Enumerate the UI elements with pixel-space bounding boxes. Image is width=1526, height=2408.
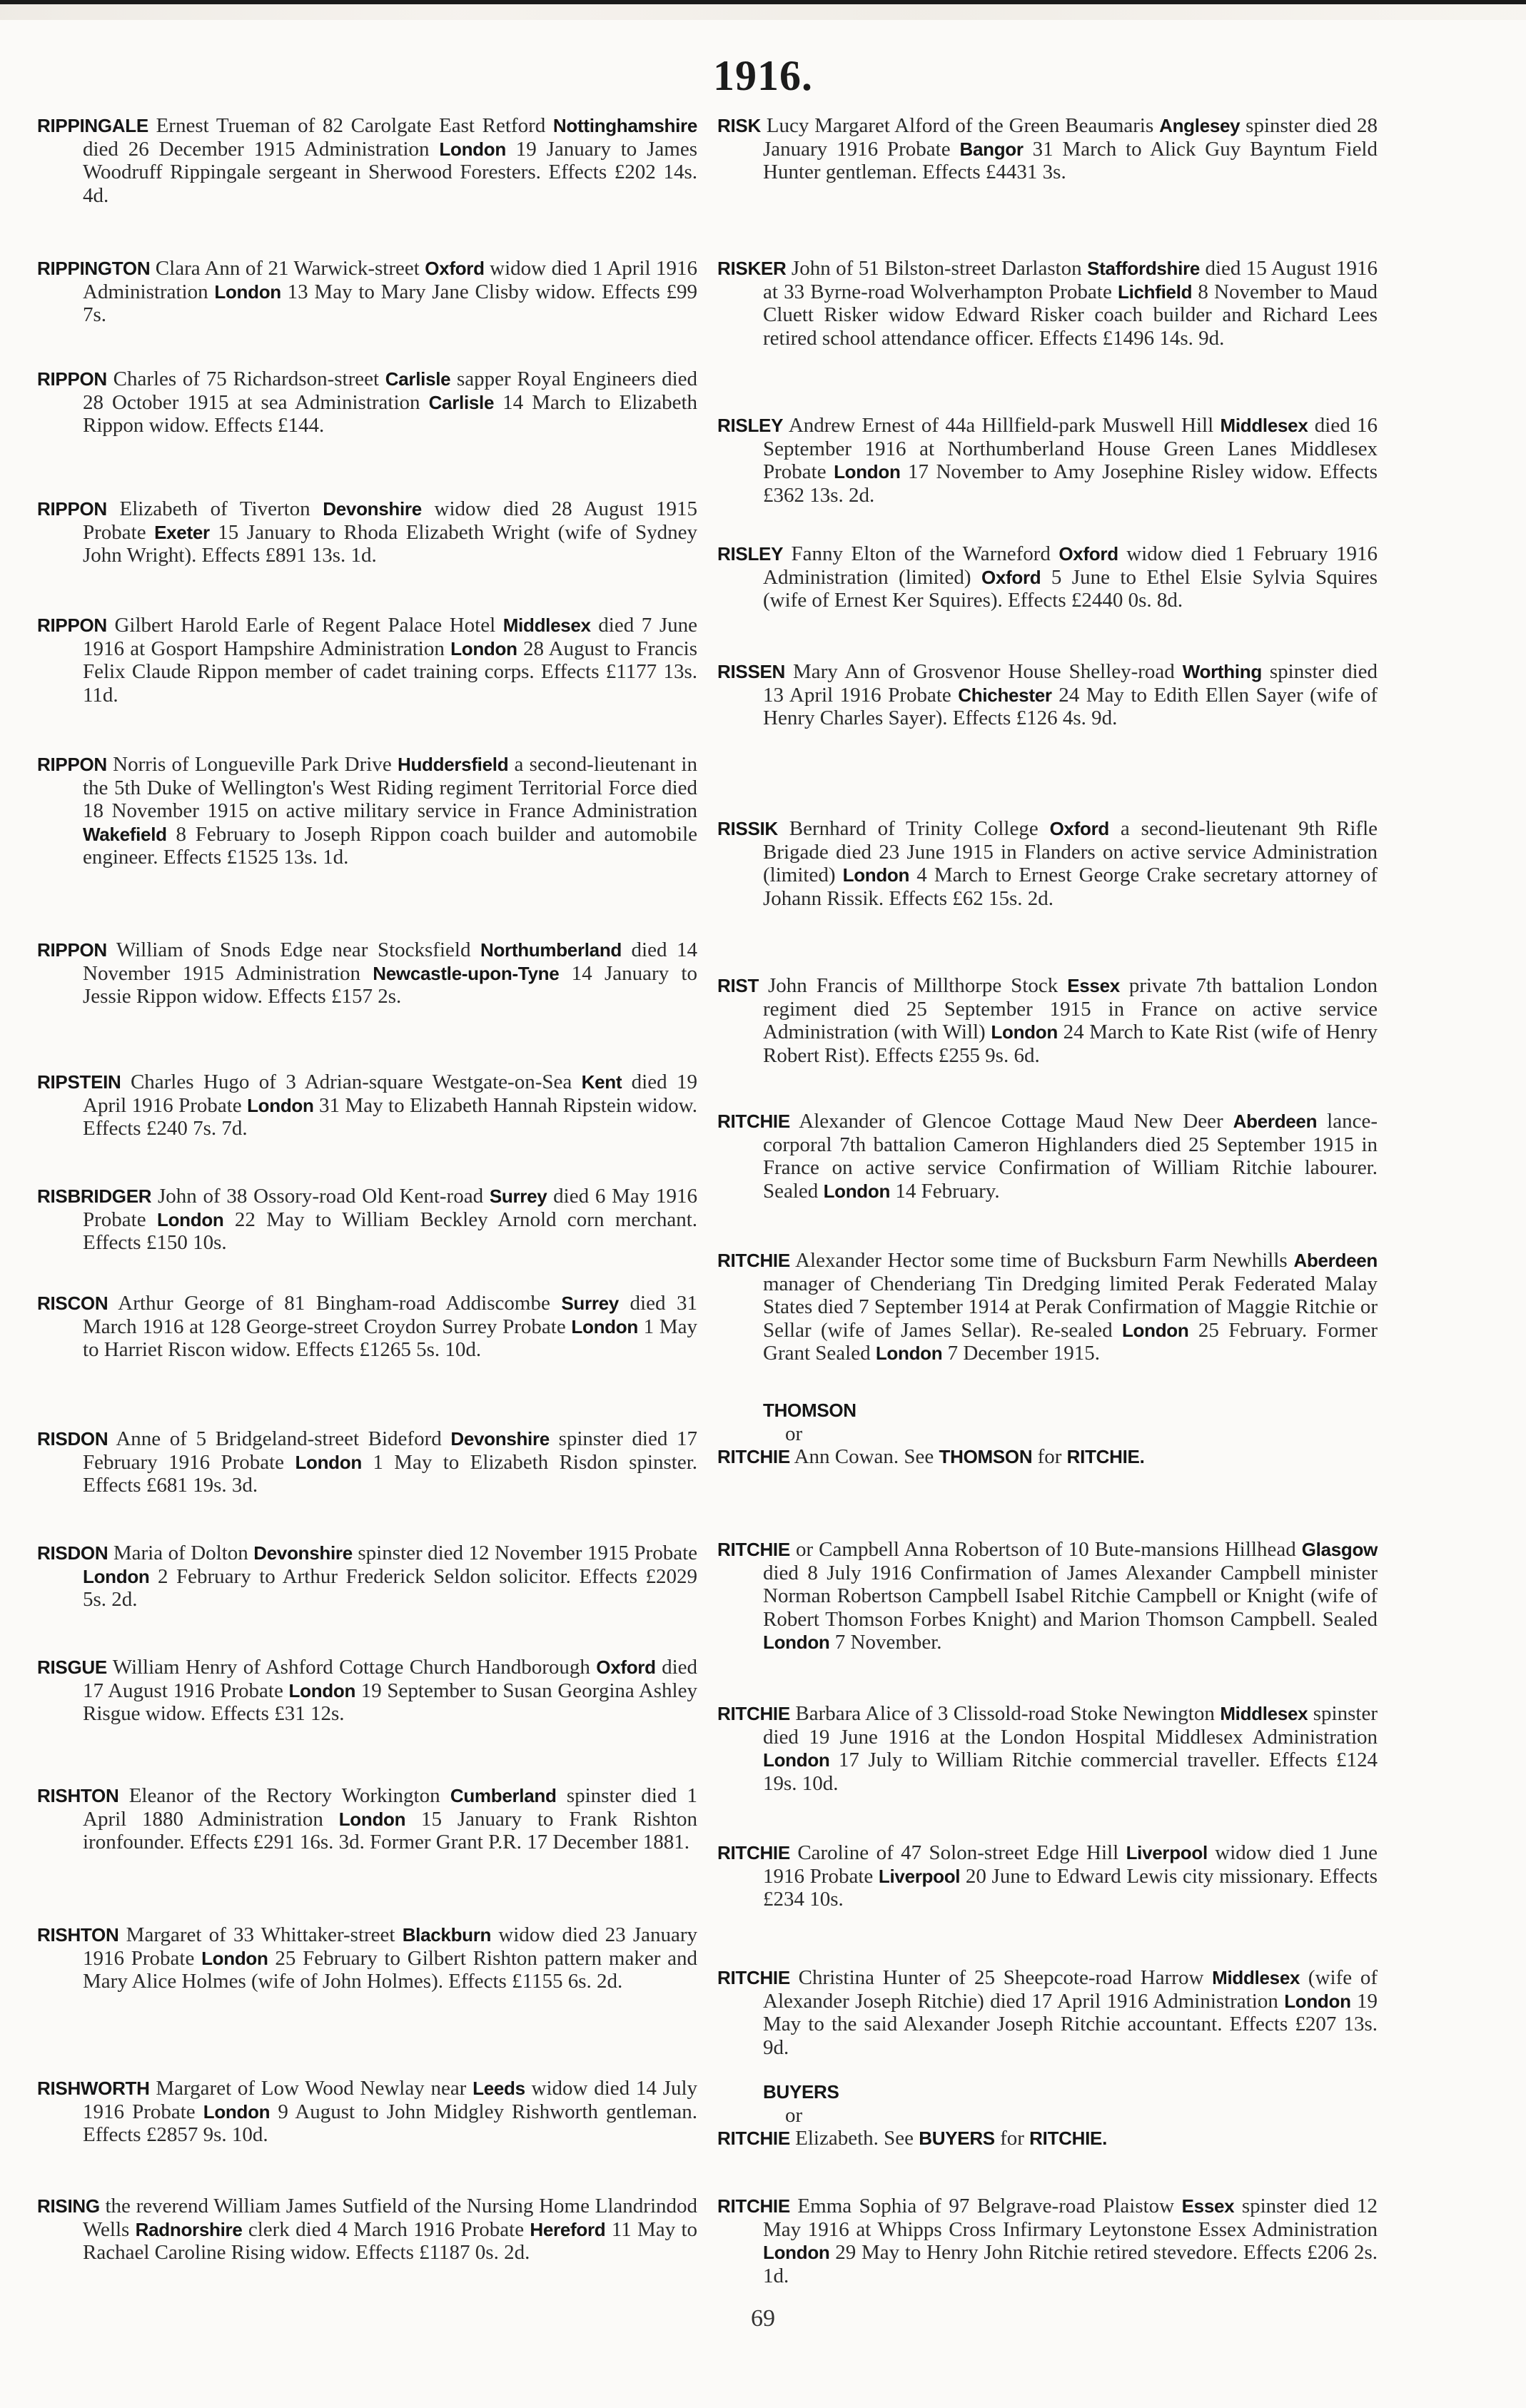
entry-surname: RIPPINGTON [37,258,151,279]
place-name: Surrey [489,1185,547,1207]
place-name: Devonshire [450,1428,550,1450]
probate-entry [717,1841,1378,1911]
entry-text: died 19 April 1916 Probate [83,1071,698,1117]
entry-surname: RISGUE [37,1656,107,1678]
entry-text: spinster died 17 February 1916 Probate [83,1427,697,1474]
entry-text: clerk died 4 March 1916 Probate [242,2217,530,2241]
entry-text: widow died 1 June 1916 Probate [763,1841,1378,1888]
entry-text: private 7th battalion London regiment died 25 September 1915 in France on active service Administration (with Will) [763,974,1378,1043]
probate-entry [717,660,1378,730]
entry-text: Mary Ann of Grosvenor House Shelley-road [792,660,1183,683]
entry-text: Bernhard of Trinity College [789,817,1050,840]
probate-entry [37,257,697,327]
entry-text: 8 February to Joseph Rippon coach builder and automobile engineer. Effects £1525 13s. 1d. [83,822,697,869]
entry-surname: RIPPON [37,614,107,636]
entry-text: the reverend William James Sutfield of the Nursing Home Llandrindod Wells [83,2195,698,2241]
place-name: London [991,1021,1058,1043]
place-name: Lichfield [1118,280,1193,303]
entry-surname: RITCHIE [717,1842,790,1863]
place-name: Hereford [530,2218,606,2240]
place-name: London [571,1315,638,1337]
place-name: London [875,1342,943,1364]
entry-text: Anne of 5 Bridgeland-street Bideford [116,1427,451,1450]
entry-text: died 7 June 1916 at Gosport Hampshire Administration [83,614,698,660]
entry-surname: RITCHIE [717,1703,790,1724]
place-name: Chichester [958,684,1052,706]
entry-text: Clara Ann of 21 Warwick-street [155,257,425,280]
place-name: London [834,461,901,482]
probate-entry [37,1656,697,1726]
probate-entry [37,1542,697,1612]
entry-text: 19 September to Susan Georgina Ashley Risgue widow. Effects £31 12s. [83,1679,697,1725]
place-name: London [203,2100,271,2123]
entry-text: 31 March to Alick Guy Bayntum Field Hunter gentleman. Effects £4431 3s. [763,137,1378,183]
place-name: Essex [1067,975,1120,996]
entry-text: spinster died 28 January 1916 Probate [763,114,1378,161]
entry-surname: RISKER [717,258,787,279]
entry-text: Gilbert Harold Earle of Regent Palace Hotel [114,614,503,637]
probate-entry [717,1249,1378,1365]
place-name: RITCHIE. [1066,1446,1145,1467]
place-name: London [1121,1319,1189,1341]
entry-text: Emma Sophia of 97 Belgrave-road Plaistow [797,2195,1182,2217]
probate-entry [717,817,1378,910]
place-name: Middlesex [502,614,591,636]
entry-text: spinster died 1 April 1880 Administration [83,1784,697,1831]
entry-text: (wife of Alexander Joseph Ritchie) died 17 April 1916 Administration [763,1966,1378,2013]
entry-text: Elizabeth of Tiverton [119,497,323,520]
entry-surname: RISLEY [717,543,784,565]
probate-entry [37,1784,697,1854]
place-name: Oxford [425,258,485,279]
entry-text: sapper Royal Engineers died 28 October 1915 at sea Administration [83,368,698,414]
probate-entry [37,2195,697,2265]
entry-surname: RITCHIE [717,2128,790,2149]
entry-text: for [994,2127,1030,2150]
place-name: RITCHIE. [1029,2128,1107,2149]
entry-text: 1 May to Harriet Riscon widow. Effects £1265 5s. 10d. [83,1315,697,1361]
probate-entry [37,614,697,707]
entry-text: died 14 November 1915 Administration [83,939,697,985]
place-name: Kent [581,1071,622,1093]
place-name: London [157,1208,224,1230]
entry-text: 17 July to William Ritchie commercial traveller. Effects £124 19s. 10d. [763,1749,1378,1795]
entry-text: 19 January to James Woodruff Rippingale sergeant in Sherwood Foresters. Effects £202 14s. 4d. [83,137,697,207]
entry-text: 13 May to Mary Jane Clisby widow. Effects £99 7s. [83,280,697,326]
probate-entry [717,1966,1378,2059]
entry-text: 14 February. [890,1179,1000,1203]
probate-entry [37,114,697,207]
entry-text: 24 May to Edith Ellen Sayer (wife of Henry Charles Sayer). Effects £126 4s. 9d. [763,683,1378,729]
entry-surname: RISK [717,115,761,136]
place-name: London [842,864,910,886]
or-connector: or [785,1422,803,1445]
place-name: London [763,1749,830,1771]
place-name: Oxford [596,1656,656,1678]
entry-text: Alexander Hector some time of Bucksburn Farm Newhills [795,1249,1294,1272]
probate-entry [37,1427,697,1497]
entry-text: 14 March to Elizabeth Rippon widow. Effects £144. [83,390,698,437]
probate-entry [717,114,1378,184]
place-name: Carlisle [385,368,451,390]
place-name: Liverpool [1126,1842,1208,1863]
place-name: London [450,637,517,659]
place-name: Devonshire [323,498,422,520]
entry-text: 29 May to Henry John Ritchie retired stevedore. Effects £206 2s. 1d. [763,2241,1378,2287]
entry-surname: RITCHIE [717,1967,790,1988]
entry-surname: RISHTON [37,1924,119,1946]
entry-text: lance-corporal 7th battalion Cameron Highlanders died 25 September 1915 in France on active service Confirmation of William Ritchie labourer. Sealed [763,1110,1378,1203]
place-name: Middlesex [1212,1967,1300,1988]
entry-text: died 26 December 1915 Administration [83,137,440,161]
entry-text: Lucy Margaret Alford of the Green Beaumaris [766,114,1160,137]
place-name: London [83,1565,150,1587]
probate-entry [37,753,697,869]
entry-text: died 31 March 1916 at 128 George-street Croydon Surrey Probate [83,1292,697,1338]
place-name: Glasgow [1301,1539,1378,1560]
entry-text: Christina Hunter of 25 Sheepcote-road Harrow [798,1966,1213,1989]
place-name: Oxford [981,566,1041,588]
entry-surname: RISCON [37,1292,108,1314]
scan-top-strip [0,4,1526,20]
place-name: Leeds [473,2078,525,2099]
entry-surname: RIPPINGALE [37,115,148,136]
entry-surname: RISLEY [717,415,784,436]
entry-text: 17 November to Amy Josephine Risley widow. Effects £362 13s. 2d. [763,460,1378,507]
probate-entry [37,939,697,1008]
entry-surname: RITCHIE [717,2195,790,2217]
entry-text: 24 March to Kate Rist (wife of Henry Robert Rist). Effects £255 9s. 6d. [763,1021,1378,1067]
place-name: Carlisle [428,391,495,413]
entry-text: widow died 28 August 1915 Probate [83,497,697,544]
entry-text: 25 February to Gilbert Rishton pattern maker and Mary Alice Holmes (wife of John Holmes). Effects £1155 6s. 2d. [83,1946,697,1993]
place-name: Nottinghamshire [552,115,697,136]
place-name: Northumberland [480,939,622,961]
entry-text: John Francis of Millthorpe Stock [768,974,1068,997]
entry-surname: RISHTON [37,1785,119,1806]
entry-surname: RIPSTEIN [37,1071,121,1093]
cross-reference-entry [717,2080,1378,2150]
entry-text: Charles of 75 Richardson-street [113,368,385,390]
entry-text: died 8 July 1916 Confirmation of James Alexander Campbell minister Norman Robertson Campbell Isabel Ritchie Campbell or Knight (wife of Robert Thomson Forbes Knight) and Marion Thomson Campbell. Sealed [763,1561,1378,1631]
entry-text: Margaret of 33 Whittaker-street [126,1923,403,1946]
entry-text: widow died 1 February 1916 Administration (limited) [763,542,1378,589]
place-name: London [214,280,281,303]
entry-text: 20 June to Edward Lewis city missionary. Effects £234 10s. [763,1864,1378,1911]
place-name: London [763,1632,830,1653]
entry-text: 31 May to Elizabeth Hannah Ripstein widow. Effects £240 7s. 7d. [83,1093,697,1140]
entry-text: Eleanor of the Rectory Workington [128,1784,450,1807]
place-name: Essex [1181,2195,1235,2217]
entry-text: Ernest Trueman of 82 Carolgate East Retford [156,114,553,137]
place-name: Oxford [1049,818,1110,839]
place-name: London [338,1808,406,1830]
entry-surname: RISBRIDGER [37,1185,152,1207]
entry-text: Ann Cowan. See [794,1445,939,1468]
entry-text: a second-lieutenant in the 5th Duke of Wellington's West Riding regiment Territorial Force died 18 November 1915 on active military service in France Administration [83,753,697,822]
probate-entry [717,414,1378,507]
entry-text: 15 January to Rhoda Elizabeth Wright (wife of Sydney John Wright). Effects £891 13s. 1d. [83,520,697,567]
entry-text: spinster died 13 April 1916 Probate [763,660,1378,707]
place-name: Huddersfield [397,754,509,775]
probate-entry [37,1185,697,1255]
entry-text: William Henry of Ashford Cottage Church Handborough [112,1656,597,1679]
place-name: Newcastle-upon-Tyne [373,962,560,984]
entry-text: 22 May to William Beckley Arnold corn merchant. Effects £150 10s. [83,1208,698,1254]
entry-surname: RISDON [37,1542,108,1564]
entry-surname: RISHWORTH [37,2078,150,2099]
entry-text: spinster died 12 May 1916 at Whipps Cross Infirmary Leytonstone Essex Administration [763,2195,1378,2241]
probate-entry [37,497,697,567]
entry-text: Arthur George of 81 Bingham-road Addiscombe [118,1292,562,1315]
entry-text: died 17 August 1916 Probate [83,1656,697,1702]
entry-text: Margaret of Low Wood Newlay near [156,2077,473,2100]
place-name: THOMSON [939,1446,1033,1467]
probate-entry [717,1702,1378,1795]
place-name: London [823,1180,891,1202]
place-name: London [288,1679,356,1701]
entry-text: 11 May to Rachael Caroline Rising widow. Effects £1187 0s. 2d. [83,2217,697,2264]
entry-text: 14 January to Jessie Rippon widow. Effects £157 2s. [83,961,697,1008]
page-year-heading: 1916. [713,52,813,99]
entry-text: Alexander of Glencoe Cottage Maud New Deer [799,1110,1233,1133]
entry-text: John of 38 Ossory-road Old Kent-road [158,1185,490,1208]
probate-entry [37,1923,697,1993]
place-name: Middlesex [1220,415,1308,436]
entry-text: or Campbell Anna Robertson of 10 Bute-mansions Hillhead [795,1538,1302,1561]
alias-surname: THOMSON [763,1400,857,1421]
entry-surname: RIPPON [37,754,107,775]
entry-surname: RISSEN [717,661,786,682]
or-connector: or [785,2103,803,2127]
entry-text: 1 May to Elizabeth Risdon spinster. Effects £681 19s. 3d. [83,1450,698,1497]
entry-text: spinster died 19 June 1916 at the London Hospital Middlesex Administration [763,1702,1378,1749]
probate-entry [37,368,697,437]
place-name: Radnorshire [135,2218,243,2240]
alias-surname: BUYERS [763,2081,839,2103]
entry-text: 4 March to Ernest George Crake secretary attorney of Johann Rissik. Effects £62 15s. 2d. [763,864,1378,910]
place-name: London [763,2242,830,2263]
entry-text: William of Snods Edge near Stocksfield [116,939,480,961]
entry-text: died 15 August 1916 at 33 Byrne-road Wolverhampton Probate [763,257,1378,303]
place-name: BUYERS [919,2128,995,2149]
entry-text: spinster died 12 November 1915 Probate [352,1542,697,1564]
entry-surname: RITCHIE [717,1250,790,1271]
place-name: Anglesey [1159,115,1240,136]
entry-text: Elizabeth. See [795,2127,919,2150]
entry-surname: RIPPON [37,368,107,390]
probate-entry [37,1071,697,1140]
entry-text: widow died 1 April 1916 Administration [83,257,697,303]
cross-reference-entry [717,1399,1378,1469]
entry-text: for [1032,1445,1067,1468]
entry-text: 7 November. [829,1631,942,1654]
entry-text: 5 June to Ethel Elsie Sylvia Squires (wife of Ernest Ker Squires). Effects £2440 0s. 8d. [763,565,1378,612]
place-name: Staffordshire [1087,258,1201,279]
place-name: Blackburn [402,1924,492,1946]
entry-text: Maria of Dolton [113,1542,254,1564]
entry-surname: RITCHIE [717,1446,790,1467]
entry-text: 19 May to the said Alexander Joseph Ritchie accountant. Effects £207 13s. 9d. [763,1989,1378,2059]
place-name: Exeter [154,521,210,543]
place-name: Devonshire [253,1542,353,1564]
probate-entry [717,974,1378,1067]
entry-text: 7 December 1915. [942,1342,1100,1365]
place-name: London [295,1451,362,1473]
entry-text: Barbara Alice of 3 Clissold-road Stoke Newington [795,1702,1221,1725]
place-name: Surrey [561,1292,619,1314]
entry-text: manager of Chenderiang Tin Dredging limited Perak Federated Malay States died 7 September 1914 at Perak Confirmation of Maggie Ritchie or Sellar (wife of James Sellar). Re-sealed [763,1272,1378,1342]
probate-entry [717,1110,1378,1203]
entry-text: died 6 May 1916 Probate [83,1185,698,1231]
place-name: Wakefield [83,823,167,845]
place-name: Bangor [959,138,1024,160]
entry-text: 9 August to John Midgley Rishworth gentleman. Effects £2857 9s. 10d. [83,2100,697,2146]
entry-text: Norris of Longueville Park Drive [113,753,398,776]
entry-text: 15 January to Frank Rishton ironfounder. Effects £291 16s. 3d. Former Grant P.R. 17 December 1881. [83,1807,697,1853]
page-number: 69 [751,2305,775,2332]
place-name: Worthing [1182,661,1262,682]
entry-surname: RITCHIE [717,1111,790,1132]
entry-text: a second-lieutenant 9th Rifle Brigade died 23 June 1915 in Flanders on active service Administration (limited) [763,817,1378,886]
entry-surname: RIPPON [37,498,107,520]
place-name: London [439,138,506,160]
entry-text: died 16 September 1916 at Northumberland House Green Lanes Middlesex Probate [763,414,1378,483]
entry-text: Fanny Elton of the Warneford [791,542,1059,565]
entry-text: John of 51 Bilston-street Darlaston [791,257,1088,280]
entry-text: widow died 23 January 1916 Probate [83,1923,698,1970]
entry-surname: RIST [717,975,759,996]
entry-text: Andrew Ernest of 44a Hillfield-park Muswell Hill [788,414,1221,437]
entry-surname: RIPPON [37,939,107,961]
entry-surname: RISDON [37,1428,108,1450]
entry-surname: RISSIK [717,818,778,839]
probate-entry [717,542,1378,612]
place-name: Cumberland [450,1785,557,1806]
probate-entry [717,1538,1378,1654]
place-name: London [247,1094,314,1116]
place-name: Aberdeen [1293,1250,1378,1271]
entry-text: Caroline of 47 Solon-street Edge Hill [797,1841,1126,1864]
entry-text: 2 February to Arthur Frederick Seldon solicitor. Effects £2029 5s. 2d. [83,1564,697,1611]
entry-surname: RITCHIE [717,1539,790,1560]
probate-entry [37,2077,697,2147]
place-name: Middlesex [1220,1703,1308,1724]
entry-text: Charles Hugo of 3 Adrian-square Westgate-on-Sea [130,1071,582,1093]
probate-entry [717,2195,1378,2287]
place-name: Liverpool [878,1865,961,1887]
entry-text: 28 August to Francis Felix Claude Rippon member of cadet training corps. Effects £1177 13s. 11d. [83,637,697,707]
place-name: Aberdeen [1233,1111,1318,1132]
entry-text: 8 November to Maud Cluett Risker widow Edward Risker coach builder and Richard Lees retired school attendance officer. Effects £1496 14s. 9d. [763,280,1378,350]
probate-entry [717,257,1378,350]
entry-text: widow died 14 July 1916 Probate [83,2077,698,2123]
place-name: Oxford [1058,543,1118,565]
place-name: London [1284,1990,1351,2012]
place-name: London [201,1947,268,1969]
probate-entry [37,1292,697,1362]
entry-surname: RISING [37,2195,100,2217]
entry-text: 25 February. Former Grant Sealed [763,1318,1378,1365]
